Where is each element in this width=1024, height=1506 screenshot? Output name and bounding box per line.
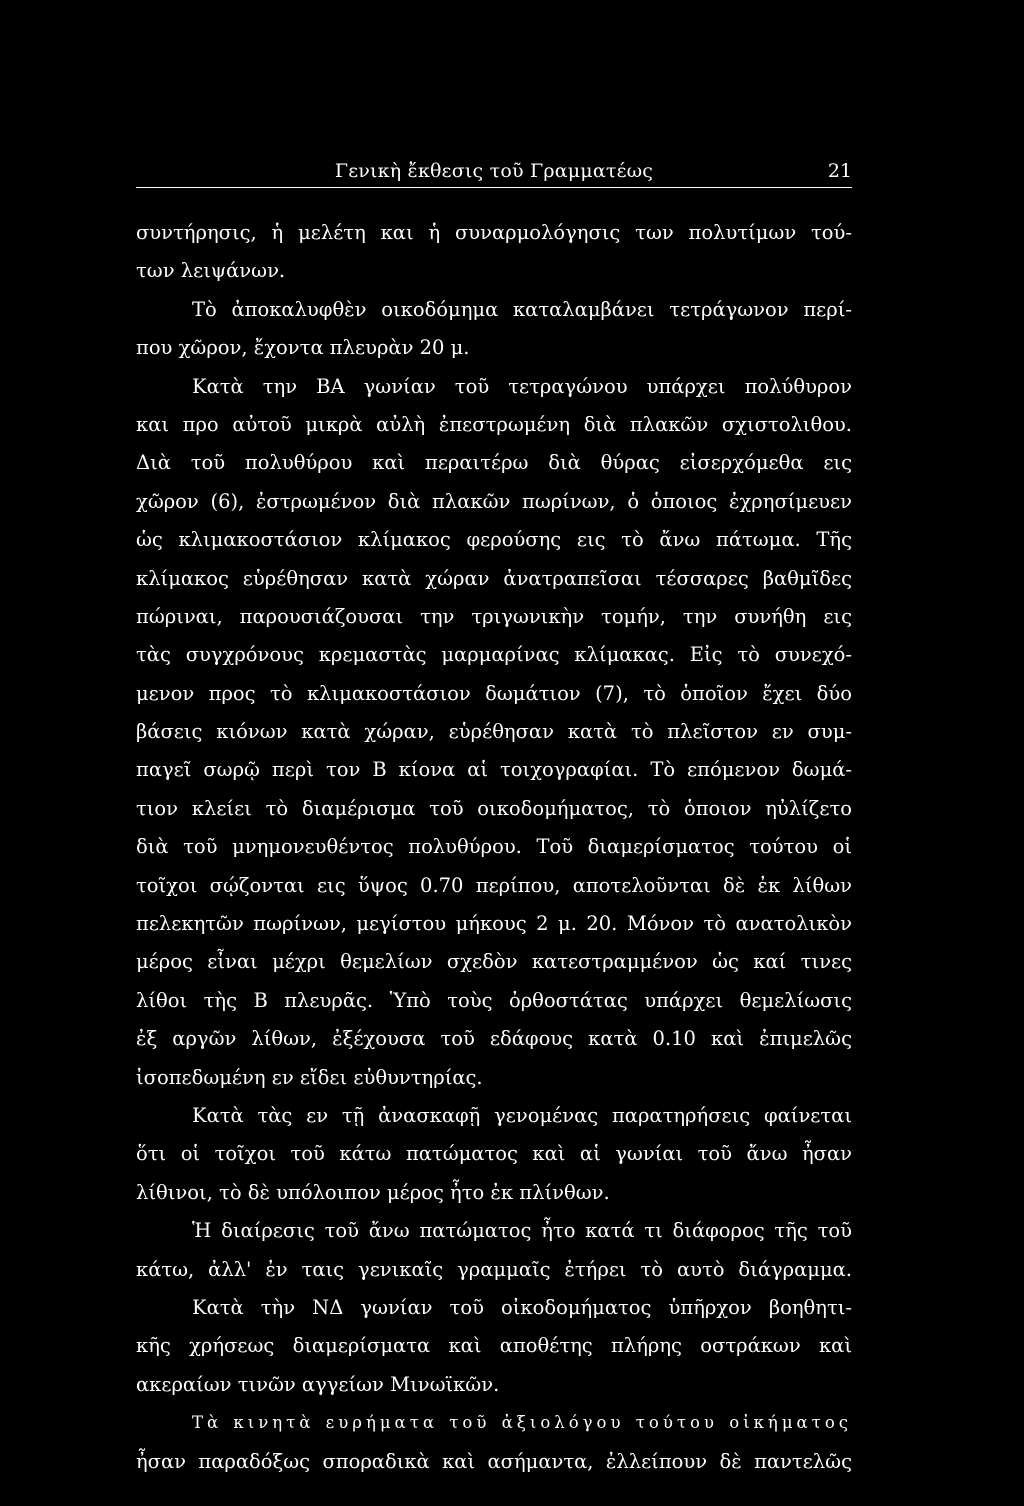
page-number: 21 [827, 160, 852, 182]
text-line: λίθινοι, τὸ δὲ υπόλοιπον μέρος ἦτο ἐκ πλίνθων. [136, 1180, 610, 1204]
header-rule [136, 187, 852, 188]
text-line: Κατὰ τὴν ΝΔ γωνίαν τοῦ οἰκοδομήματος ὑπῆρχον βοηθητι- [192, 1295, 852, 1319]
text-line: διὰ τοῦ μνημονευθέντος πολυθύρου. Τοῦ διαμερίσματος τούτου οἱ [136, 835, 852, 859]
text-line: που χῶρον, ἔχοντα πλευρὰν 20 μ. [136, 336, 470, 360]
text-line: χῶρον (6), ἐστρωμένον διὰ πλακῶν πωρίνων, ὁ ὁποιος ἐχρησίμευεν [136, 489, 852, 513]
text-line: ἦσαν παραδόξως σποραδικὰ καὶ ασήμαντα, ἐλλείπουν δὲ παντελῶς [136, 1449, 852, 1473]
text-line: πελεκητῶν πωρίνων, μεγίστου μήκους 2 μ. 20. Μόνον τὸ ανατολικὸν [136, 912, 852, 936]
running-title: Γενικὴ ἔκθεσις τοῦ Γραμματέως [334, 160, 654, 182]
text-line: ακεραίων τινῶν αγγείων Μινωϊκῶν. [136, 1372, 500, 1396]
text-line: τοῖχοι σῴζονται εις ὕψος 0.70 περίπου, αποτελοῦνται δὲ ἐκ λίθων [136, 873, 852, 897]
text-line: τὰς συγχρόνους κρεμαστὰς μαρμαρίνας κλίμακας. Εἰς τὸ συνεχό- [136, 643, 852, 667]
text-line: Τὸ ἀποκαλυφθὲν οικοδόμημα καταλαμβάνει τετράγωνον περί- [192, 297, 852, 321]
text-line: μενον προς τὸ κλιμακοστάσιον δωμάτιον (7), τὸ ὁποῖον ἔχει δύο [136, 681, 852, 705]
text-line: τιον κλείει τὸ διαμέρισμα τοῦ οικοδομήματος, τὸ ὁποιον ηὐλίζετο [136, 796, 852, 820]
body-text [136, 214, 852, 1481]
text-line: Τὰ κινητὰ ευρήματα τοῦ ἀξιολόγου τούτου οἰκήματος [192, 1413, 852, 1433]
text-line: ἐξ αργῶν λίθων, ἐξέχουσα τοῦ εδάφους κατὰ 0.10 καὶ ἐπιμελῶς [136, 1027, 852, 1051]
text-line: παγεῖ σωρῷ περὶ τον Β κίονα αἱ τοιχογραφίαι. Τὸ επόμενον δωμά- [136, 758, 852, 782]
text-line: κλίμακος εὑρέθησαν κατὰ χώραν ἀνατραπεῖσαι τέσσαρες βαθμῖδες [136, 566, 852, 590]
text-line: λίθοι τὴς Β πλευρᾶς. Ὑπὸ τοὺς ὀρθοστάτας υπάρχει θεμελίωσις [136, 988, 852, 1012]
text-line: ὡς κλιμακοστάσιον κλίμακος φερούσης εις τὸ ἄνω πάτωμα. Τῆς [136, 528, 852, 552]
running-header [136, 158, 852, 188]
text-line: Διὰ τοῦ πολυθύρου καὶ περαιτέρω διὰ θύρας εἰσερχόμεθα εις [136, 451, 852, 475]
text-line: Κατὰ την ΒΑ γωνίαν τοῦ τετραγώνου υπάρχει πολύθυρον [192, 374, 852, 398]
text-line: Ἡ διαίρεσις τοῦ ἄνω πατώματος ἦτο κατά τι διάφορος τῆς τοῦ [192, 1219, 852, 1243]
text-line: μέρος εἶναι μέχρι θεμελίων σχεδὸν κατεστραμμένον ὡς καί τινες [136, 950, 852, 974]
text-line: κῆς χρήσεως διαμερίσματα καὶ αποθέτης πλήρης οστράκων καὶ [136, 1334, 852, 1358]
text-line: κάτω, ἀλλ' ἐν ταις γενικαῖς γραμμαῖς ἐτήρει τὸ αυτὸ διάγραμμα. [136, 1257, 852, 1281]
text-line: ὅτι οἱ τοῖχοι τοῦ κάτω πατώματος καὶ αἱ γωνίαι τοῦ ἄνω ἦσαν [136, 1142, 852, 1166]
text-line: συντήρησις, ἡ μελέτη και ἡ συναρμολόγησις των πολυτίμων τού- [136, 221, 852, 244]
text-line: πώριναι, παρουσιάζουσαι την τριγωνικὴν τομήν, την συνήθη εις [136, 604, 852, 628]
text-line: Κατὰ τὰς εν τῇ ἀνασκαφῇ γενομένας παρατηρήσεις φαίνεται [192, 1103, 852, 1127]
text-line: και προ αὐτοῦ μικρὰ αὐλὴ ἐπεστρωμένη διὰ πλακῶν σχιστολιθου. [136, 412, 852, 436]
text-line: βάσεις κιόνων κατὰ χώραν, εὑρέθησαν κατὰ τὸ πλεῖστον εν συμ- [136, 720, 852, 744]
text-line: των λειψάνων. [136, 259, 286, 283]
text-line: ἰσοπεδωμένη εν εἴδει εὐθυντηρίας. [136, 1065, 483, 1089]
